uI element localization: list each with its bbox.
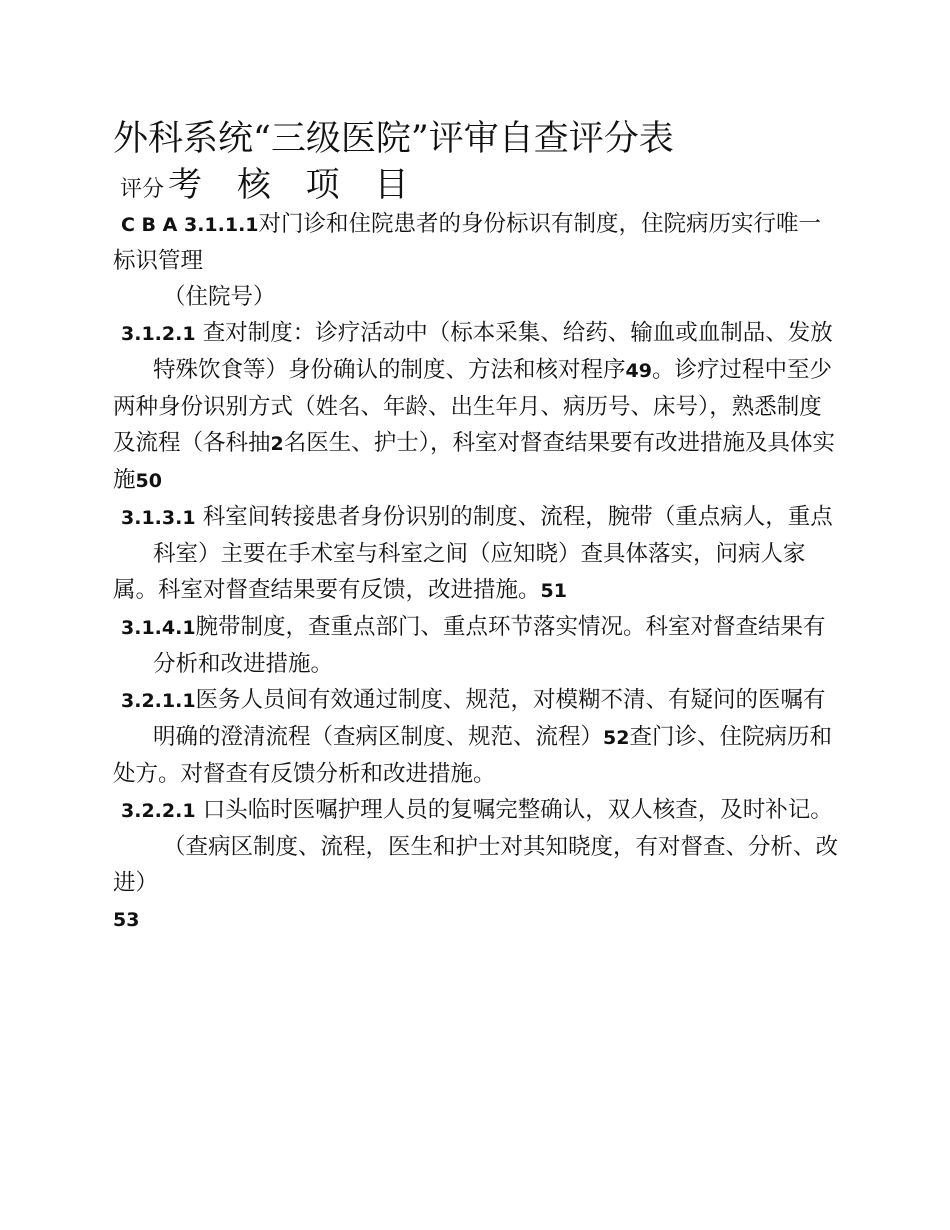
item-3-1-3-1	[113, 499, 838, 536]
item-text: 对门诊和住院患者的身份标识有制度，住院病历实行唯一标识管理	[113, 211, 822, 274]
text-segment: 查门诊、住院病历和处方。对督查有反馈分析和改进措施。	[113, 724, 832, 787]
column-header	[120, 164, 838, 206]
item-3-2-1-1	[113, 682, 838, 719]
item-continuation: （查病区制度、流程，医生和护士对其知晓度，有对督查、分析、改进）	[113, 834, 839, 896]
item-number: 49	[625, 360, 652, 382]
assessment-item-header: 考 核 项 目	[168, 165, 421, 205]
item-code: C B A 3.1.1.1	[121, 214, 259, 236]
item-3-1-1-1	[113, 206, 838, 279]
item-text: 医务人员间有效通过制度、规范，对模糊不清、有疑问的医嘱有	[195, 687, 826, 713]
item-3-2-2-1	[113, 792, 838, 829]
item-code: 3.1.3.1	[121, 507, 196, 529]
text-segment: 特殊饮食等）身份确认的制度、方法和核对程序	[153, 357, 626, 383]
item-continuation	[113, 901, 838, 938]
item-text: 查对制度：诊疗活动中（标本采集、给药、输血或血制品、发放	[195, 320, 833, 346]
score-header: 评分	[120, 177, 165, 202]
page-title: 外科系统“三级医院”评审自查评分表	[113, 119, 674, 159]
item-continuation	[113, 719, 838, 792]
item-code: 3.2.1.1	[121, 690, 196, 712]
item-number: 51	[540, 580, 567, 602]
item-number: 50	[135, 470, 162, 492]
item-code: 3.1.4.1	[121, 617, 196, 639]
text-segment: 名医生、护士），科室对督查结果要有改进措施及具体实施	[113, 430, 836, 493]
item-number: 53	[113, 909, 140, 931]
item-code: 3.1.2.1	[121, 323, 196, 345]
text-segment: 。诊疗过程中至少两种身份识别方式（姓名、年龄、出生年月、病历号、床号），熟悉制度及流程（各科抽	[113, 357, 832, 456]
item-3-1-4-1	[113, 609, 838, 646]
text-segment: 明确的澄清流程（查病区制度、规范、流程）	[153, 724, 604, 750]
item-continuation	[113, 352, 838, 499]
item-text: 腕带制度，查重点部门、重点环节落实情况。科室对督查结果有	[195, 614, 826, 640]
item-continuation	[113, 536, 838, 609]
text-segment: 科室）主要在手术室与科室之间（应知晓）查具体落实，问病人家属。科室对督查结果要有反馈，改进措施。	[113, 541, 806, 603]
item-number: 52	[603, 727, 630, 749]
item-text: 口头临时医嘱护理人员的复嘱完整确认，双人核查，及时补记。	[195, 797, 833, 823]
item-number: 2	[270, 433, 284, 455]
document-body	[113, 114, 838, 938]
item-3-1-2-1	[113, 315, 838, 352]
item-continuation: 分析和改进措施。	[153, 651, 334, 677]
item-text: 科室间转接患者身份识别的制度、流程，腕带（重点病人，重点	[195, 504, 833, 530]
item-code: 3.2.2.1	[121, 800, 196, 822]
item-continuation: （住院号）	[163, 284, 276, 310]
